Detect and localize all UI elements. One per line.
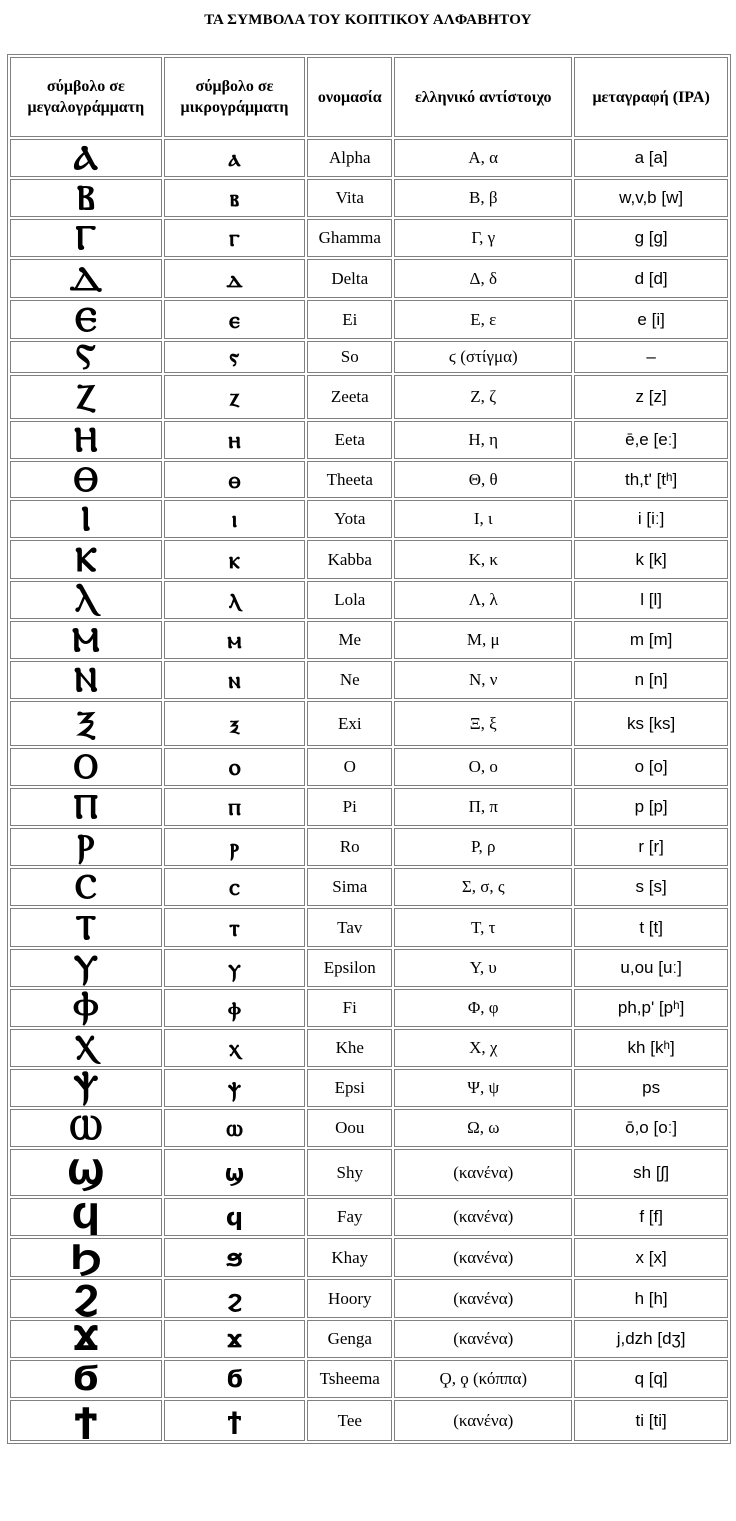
table-row (10, 179, 728, 217)
greek-equivalent: Φ, φ (394, 989, 572, 1027)
header-uppercase-symbol: σύμβολο σε μεγαλογράμματη (10, 57, 162, 137)
transcription-ipa: d [d] (574, 259, 728, 298)
letter-name: Eeta (307, 421, 392, 459)
greek-equivalent: ϛ (στίγμα) (394, 341, 572, 373)
table-row (10, 300, 728, 339)
greek-equivalent: Κ, κ (394, 540, 572, 579)
coptic-lowercase-glyph: ϧ (164, 1238, 306, 1277)
coptic-uppercase-glyph: Ⲯ (10, 1069, 162, 1107)
greek-equivalent: Β, β (394, 179, 572, 217)
coptic-lowercase-glyph: ⲡ (164, 788, 306, 826)
letter-name: Khe (307, 1029, 392, 1067)
letter-name: Epsilon (307, 949, 392, 987)
letter-name: Hoory (307, 1279, 392, 1318)
letter-name: Ro (307, 828, 392, 866)
greek-equivalent: (κανένα) (394, 1320, 572, 1358)
letter-name: Fi (307, 989, 392, 1027)
coptic-uppercase-glyph: Ⲥ (10, 868, 162, 906)
coptic-uppercase-glyph: Ϫ (10, 1320, 162, 1358)
coptic-uppercase-glyph: Ⲓ (10, 500, 162, 538)
transcription-ipa: m [m] (574, 621, 728, 659)
transcription-ipa: ps (574, 1069, 728, 1107)
header-name: ονομασία (307, 57, 392, 137)
letter-name: Kabba (307, 540, 392, 579)
table-row (10, 1238, 728, 1277)
coptic-uppercase-glyph: Ⲑ (10, 461, 162, 498)
greek-equivalent: Ε, ε (394, 300, 572, 339)
transcription-ipa: e [i] (574, 300, 728, 339)
coptic-uppercase-glyph: Ⲁ (10, 139, 162, 177)
transcription-ipa: z [z] (574, 375, 728, 419)
coptic-uppercase-glyph: Ϭ (10, 1360, 162, 1398)
letter-name: Shy (307, 1149, 392, 1196)
transcription-ipa: a [a] (574, 139, 728, 177)
transcription-ipa: j,dzh [dʒ] (574, 1320, 728, 1358)
table-row (10, 661, 728, 699)
transcription-ipa: ks [ks] (574, 701, 728, 746)
coptic-uppercase-glyph: Ⲱ (10, 1109, 162, 1147)
coptic-lowercase-glyph: ⲧ (164, 908, 306, 947)
transcription-ipa: t [t] (574, 908, 728, 947)
coptic-lowercase-glyph: ⲑ (164, 461, 306, 498)
transcription-ipa: w,v,b [w] (574, 179, 728, 217)
letter-name: Fay (307, 1198, 392, 1236)
transcription-ipa: ti [ti] (574, 1400, 728, 1441)
greek-equivalent: Η, η (394, 421, 572, 459)
coptic-uppercase-glyph: Ⲣ (10, 828, 162, 866)
coptic-uppercase-glyph: Ⲕ (10, 540, 162, 579)
coptic-lowercase-glyph: ⲓ (164, 500, 306, 538)
greek-equivalent: Ω, ω (394, 1109, 572, 1147)
table-row (10, 1320, 728, 1358)
table-row (10, 500, 728, 538)
coptic-uppercase-glyph: Ⲛ (10, 661, 162, 699)
coptic-alphabet-table (7, 54, 731, 1444)
coptic-uppercase-glyph: Ⲙ (10, 621, 162, 659)
table-row (10, 341, 728, 373)
table-row (10, 1198, 728, 1236)
coptic-lowercase-glyph: ⲙ (164, 621, 306, 659)
table-row (10, 421, 728, 459)
transcription-ipa: q [q] (574, 1360, 728, 1398)
greek-equivalent: Τ, τ (394, 908, 572, 947)
transcription-ipa: n [n] (574, 661, 728, 699)
coptic-uppercase-glyph: Ⲫ (10, 989, 162, 1027)
coptic-lowercase-glyph: ⲗ (164, 581, 306, 619)
greek-equivalent: Ν, ν (394, 661, 572, 699)
letter-name: Theeta (307, 461, 392, 498)
coptic-uppercase-glyph: Ⲇ (10, 259, 162, 298)
coptic-uppercase-glyph: Ⲋ (10, 341, 162, 373)
letter-name: Ghamma (307, 219, 392, 257)
coptic-lowercase-glyph: ϣ (164, 1149, 306, 1196)
table-row (10, 1400, 728, 1441)
greek-equivalent: (κανένα) (394, 1400, 572, 1441)
coptic-uppercase-glyph: Ⲃ (10, 179, 162, 217)
table-row (10, 1279, 728, 1318)
greek-equivalent: Ζ, ζ (394, 375, 572, 419)
greek-equivalent: Λ, λ (394, 581, 572, 619)
coptic-lowercase-glyph: ⲯ (164, 1069, 306, 1107)
letter-name: Oou (307, 1109, 392, 1147)
table-row (10, 540, 728, 579)
letter-name: Ne (307, 661, 392, 699)
coptic-lowercase-glyph: ⲇ (164, 259, 306, 298)
table-row (10, 621, 728, 659)
transcription-ipa: k [k] (574, 540, 728, 579)
table-row (10, 828, 728, 866)
letter-name: Exi (307, 701, 392, 746)
table-row (10, 1109, 728, 1147)
coptic-lowercase-glyph: ⲭ (164, 1029, 306, 1067)
greek-equivalent: Α, α (394, 139, 572, 177)
coptic-uppercase-glyph: Ϥ (10, 1198, 162, 1236)
letter-name: Genga (307, 1320, 392, 1358)
coptic-uppercase-glyph: Ϣ (10, 1149, 162, 1196)
letter-name: Tsheema (307, 1360, 392, 1398)
coptic-uppercase-glyph: Ⲡ (10, 788, 162, 826)
letter-name: Lola (307, 581, 392, 619)
transcription-ipa: x [x] (574, 1238, 728, 1277)
coptic-lowercase-glyph: ⲛ (164, 661, 306, 699)
table-row (10, 701, 728, 746)
greek-equivalent: (κανένα) (394, 1238, 572, 1277)
coptic-lowercase-glyph: ϥ (164, 1198, 306, 1236)
letter-name: Tee (307, 1400, 392, 1441)
coptic-lowercase-glyph: ⲫ (164, 989, 306, 1027)
transcription-ipa: – (574, 341, 728, 373)
greek-equivalent: Ι, ι (394, 500, 572, 538)
coptic-lowercase-glyph: ⲱ (164, 1109, 306, 1147)
coptic-uppercase-glyph: Ⲩ (10, 949, 162, 987)
table-row (10, 788, 728, 826)
coptic-lowercase-glyph: ⲩ (164, 949, 306, 987)
greek-equivalent: Ψ, ψ (394, 1069, 572, 1107)
transcription-ipa: p [p] (574, 788, 728, 826)
greek-equivalent: Ο, ο (394, 748, 572, 786)
table-row (10, 868, 728, 906)
coptic-uppercase-glyph: Ⲗ (10, 581, 162, 619)
table-row (10, 1149, 728, 1196)
coptic-lowercase-glyph: ⲃ (164, 179, 306, 217)
transcription-ipa: ē,e [eː] (574, 421, 728, 459)
transcription-ipa: sh [ʃ] (574, 1149, 728, 1196)
greek-equivalent: Χ, χ (394, 1029, 572, 1067)
coptic-lowercase-glyph: ϩ (164, 1279, 306, 1318)
table-row (10, 461, 728, 498)
transcription-ipa: ph,p' [pʰ] (574, 989, 728, 1027)
letter-name: Vita (307, 179, 392, 217)
letter-name: O (307, 748, 392, 786)
table-header-row (10, 57, 728, 137)
greek-equivalent: Μ, μ (394, 621, 572, 659)
transcription-ipa: r [r] (574, 828, 728, 866)
coptic-lowercase-glyph: ⲉ (164, 300, 306, 339)
transcription-ipa: l [l] (574, 581, 728, 619)
coptic-uppercase-glyph: Ⲅ (10, 219, 162, 257)
coptic-lowercase-glyph: ϫ (164, 1320, 306, 1358)
letter-name: Alpha (307, 139, 392, 177)
transcription-ipa: u,ou [uː] (574, 949, 728, 987)
greek-equivalent: Ξ, ξ (394, 701, 572, 746)
coptic-uppercase-glyph: Ⲭ (10, 1029, 162, 1067)
letter-name: Sima (307, 868, 392, 906)
coptic-lowercase-glyph: ⲅ (164, 219, 306, 257)
header-lowercase-symbol: σύμβολο σε μικρογράμματη (164, 57, 306, 137)
greek-equivalent: (κανένα) (394, 1279, 572, 1318)
table-row (10, 1069, 728, 1107)
table-row (10, 908, 728, 947)
table-row (10, 219, 728, 257)
transcription-ipa: th,t' [tʰ] (574, 461, 728, 498)
coptic-lowercase-glyph: ⲥ (164, 868, 306, 906)
table-row (10, 1029, 728, 1067)
letter-name: Khay (307, 1238, 392, 1277)
greek-equivalent: Γ, γ (394, 219, 572, 257)
letter-name: Zeeta (307, 375, 392, 419)
coptic-uppercase-glyph: Ϧ (10, 1238, 162, 1277)
coptic-lowercase-glyph: ϭ (164, 1360, 306, 1398)
coptic-uppercase-glyph: Ⲟ (10, 748, 162, 786)
greek-equivalent: Ρ, ρ (394, 828, 572, 866)
coptic-uppercase-glyph: Ⲧ (10, 908, 162, 947)
coptic-lowercase-glyph: ⲕ (164, 540, 306, 579)
transcription-ipa: i [iː] (574, 500, 728, 538)
greek-equivalent: Υ, υ (394, 949, 572, 987)
coptic-lowercase-glyph: ⲋ (164, 341, 306, 373)
coptic-lowercase-glyph: ⲣ (164, 828, 306, 866)
greek-equivalent: Σ, σ, ς (394, 868, 572, 906)
greek-equivalent: Ϙ, ϙ (κόππα) (394, 1360, 572, 1398)
greek-equivalent: Δ, δ (394, 259, 572, 298)
table-row (10, 989, 728, 1027)
coptic-uppercase-glyph: Ⲝ (10, 701, 162, 746)
transcription-ipa: ō,o [oː] (574, 1109, 728, 1147)
coptic-lowercase-glyph: ⲏ (164, 421, 306, 459)
letter-name: Pi (307, 788, 392, 826)
transcription-ipa: h [h] (574, 1279, 728, 1318)
transcription-ipa: s [s] (574, 868, 728, 906)
table-row (10, 748, 728, 786)
letter-name: Me (307, 621, 392, 659)
coptic-lowercase-glyph: ⲝ (164, 701, 306, 746)
greek-equivalent: (κανένα) (394, 1149, 572, 1196)
coptic-lowercase-glyph: ϯ (164, 1400, 306, 1441)
coptic-lowercase-glyph: ⲟ (164, 748, 306, 786)
letter-name: Epsi (307, 1069, 392, 1107)
letter-name: Ei (307, 300, 392, 339)
coptic-lowercase-glyph: ⲍ (164, 375, 306, 419)
letter-name: So (307, 341, 392, 373)
coptic-uppercase-glyph: Ϩ (10, 1279, 162, 1318)
letter-name: Yota (307, 500, 392, 538)
coptic-uppercase-glyph: Ϯ (10, 1400, 162, 1441)
transcription-ipa: g [g] (574, 219, 728, 257)
coptic-uppercase-glyph: Ⲏ (10, 421, 162, 459)
coptic-lowercase-glyph: ⲁ (164, 139, 306, 177)
transcription-ipa: kh [kʰ] (574, 1029, 728, 1067)
table-row (10, 1360, 728, 1398)
header-transcription-ipa: μεταγραφή (IPA) (574, 57, 728, 137)
table-row (10, 259, 728, 298)
greek-equivalent: (κανένα) (394, 1198, 572, 1236)
table-row (10, 375, 728, 419)
greek-equivalent: Θ, θ (394, 461, 572, 498)
greek-equivalent: Π, π (394, 788, 572, 826)
letter-name: Delta (307, 259, 392, 298)
transcription-ipa: f [f] (574, 1198, 728, 1236)
transcription-ipa: o [o] (574, 748, 728, 786)
coptic-uppercase-glyph: Ⲍ (10, 375, 162, 419)
table-row (10, 139, 728, 177)
letter-name: Tav (307, 908, 392, 947)
table-row (10, 581, 728, 619)
header-greek-equivalent: ελληνικό αντίστοιχο (394, 57, 572, 137)
coptic-uppercase-glyph: Ⲉ (10, 300, 162, 339)
page-title: ΤΑ ΣΥΜΒΟΛΑ ΤΟΥ ΚΟΠΤΙΚΟΥ ΑΛΦΑΒΗΤΟΥ (204, 12, 532, 28)
table-row (10, 949, 728, 987)
